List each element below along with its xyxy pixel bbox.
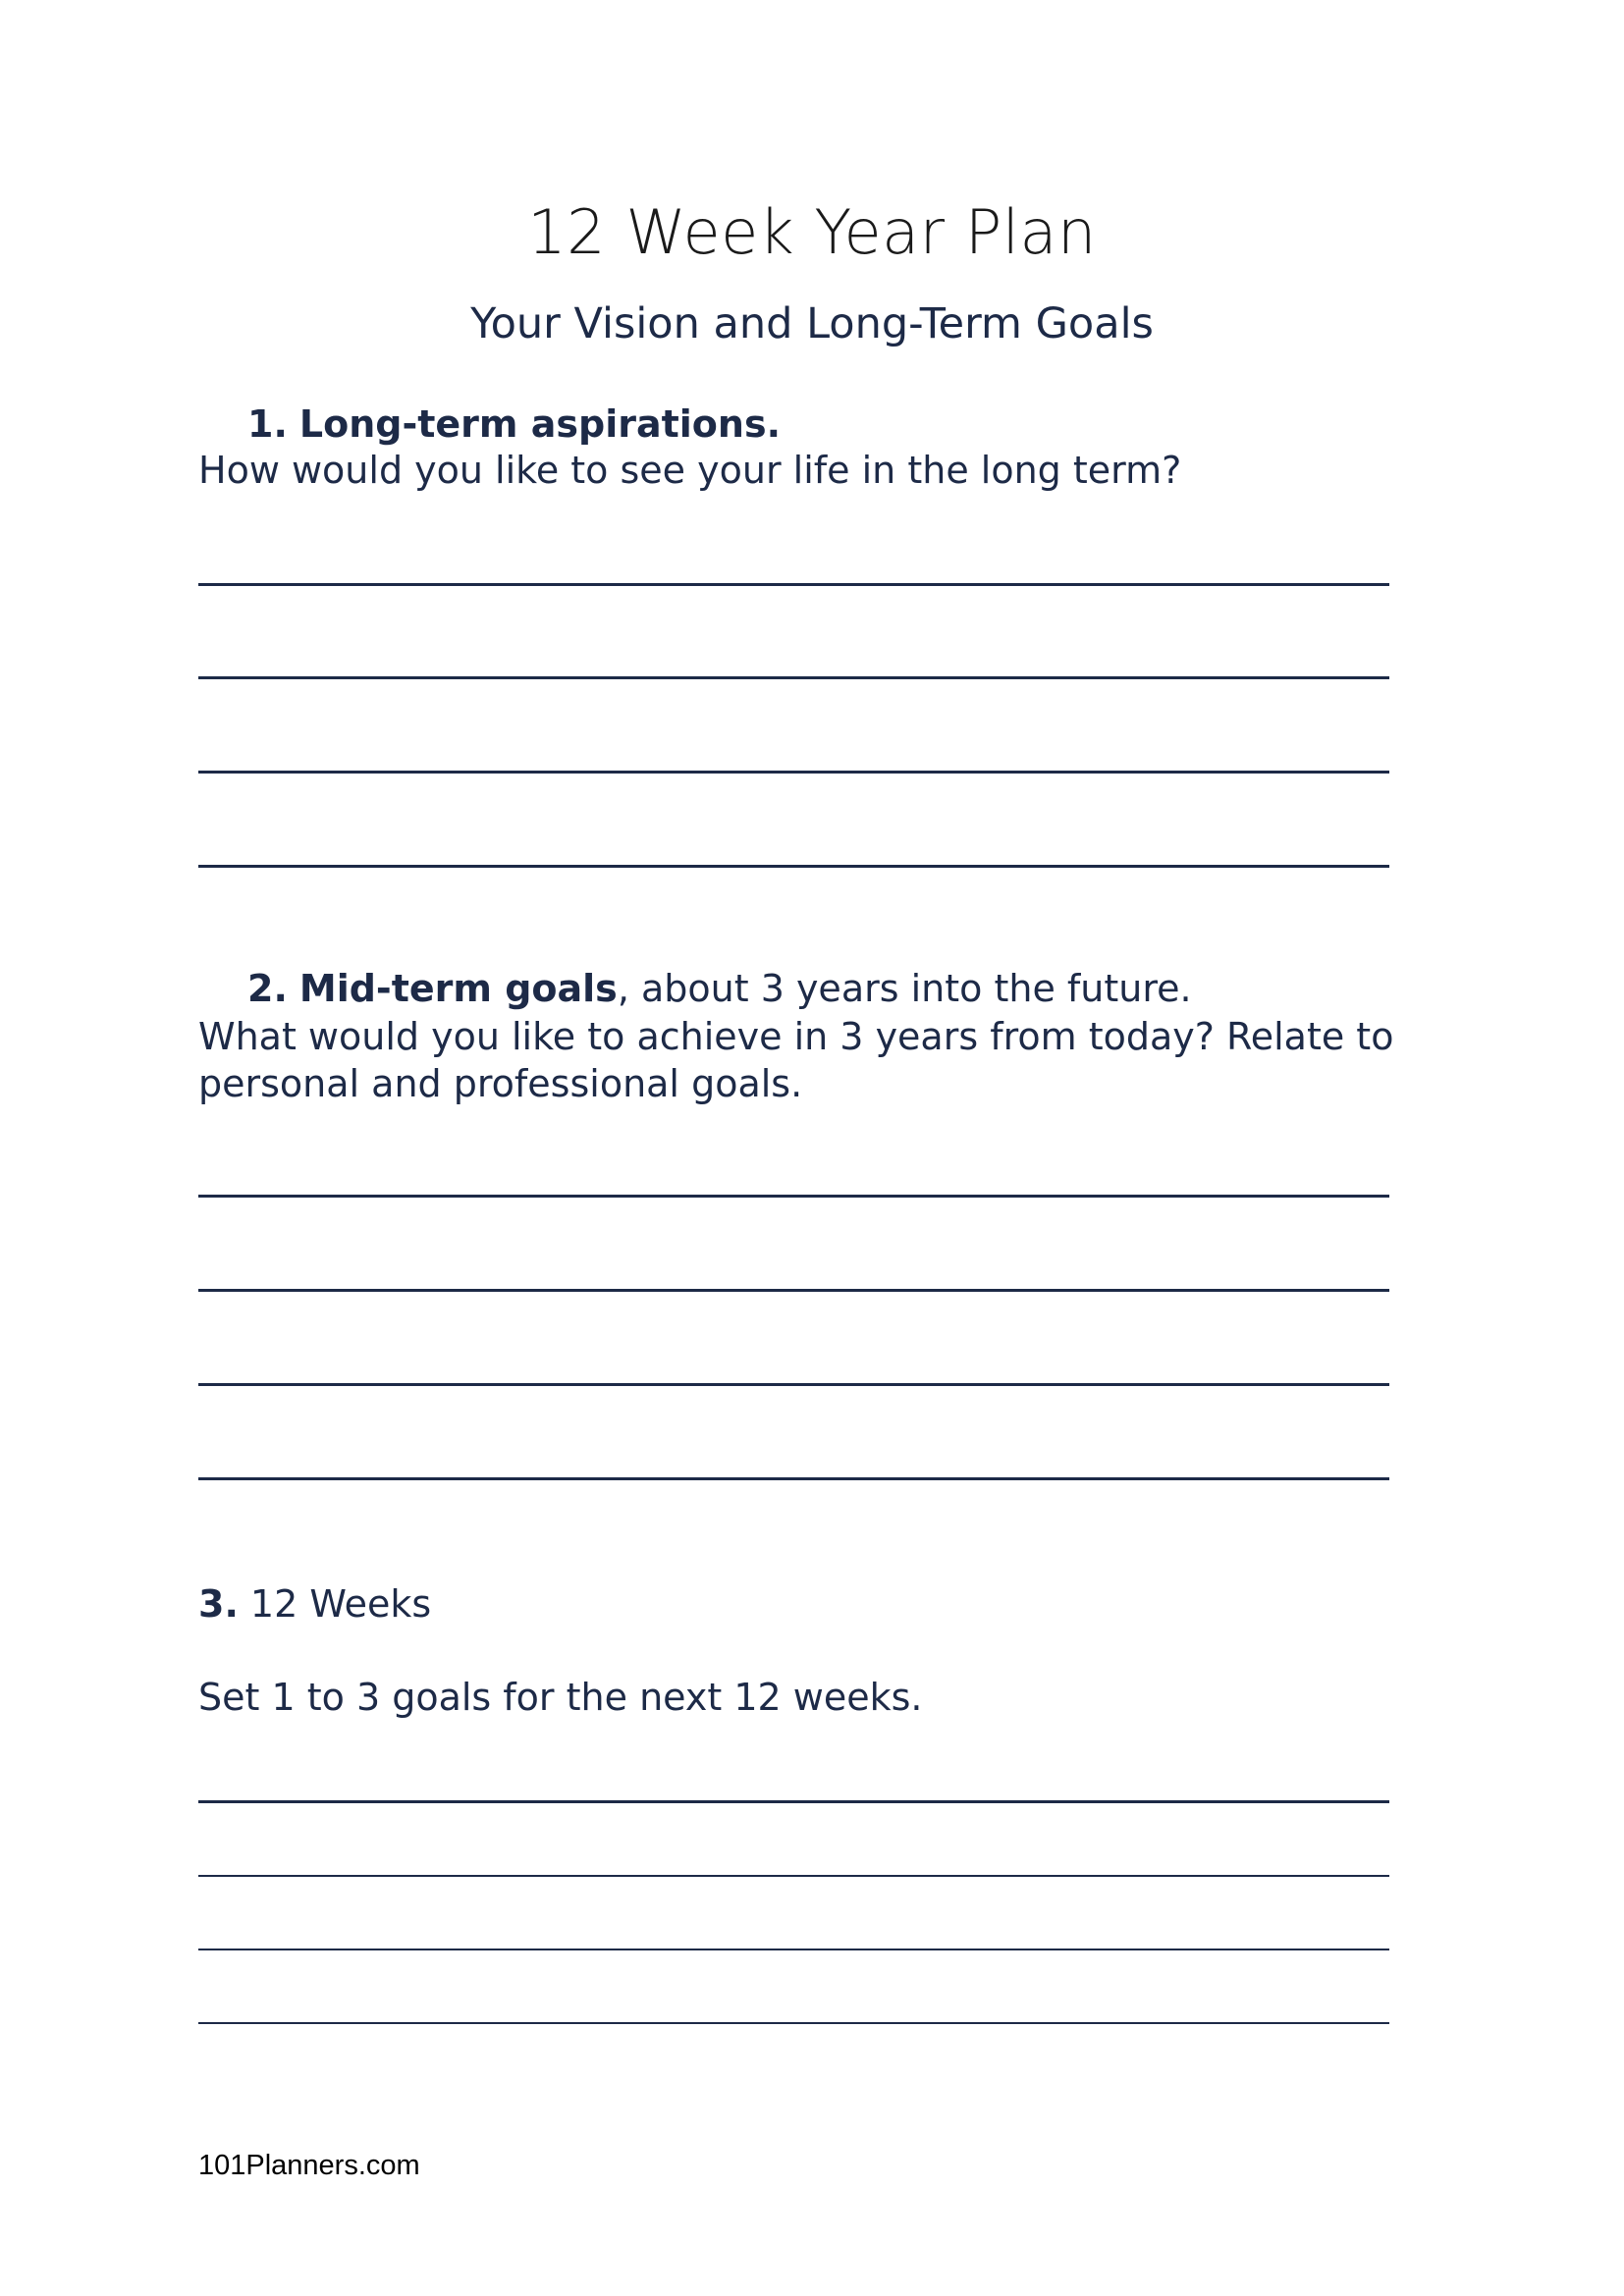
answer-line-2-4[interactable] — [198, 1477, 1389, 1480]
answer-line-2-1[interactable] — [198, 1195, 1389, 1198]
section-2-number: 2. — [247, 967, 288, 1010]
answer-line-3-1[interactable] — [198, 1800, 1389, 1803]
section-2-question-line-1: What would you like to achieve in 3 years from today? Relate to — [198, 1015, 1394, 1058]
page-subtitle: Your Vision and Long-Term Goals — [470, 299, 1154, 348]
answer-line-1-4[interactable] — [198, 865, 1389, 868]
footer-brand: 101Planners.com — [198, 2150, 420, 2181]
section-2-title-rest: , about 3 years into the future. — [617, 967, 1192, 1010]
section-1-title: Long-term aspirations. — [298, 402, 782, 446]
answer-line-1-3[interactable] — [198, 771, 1389, 774]
answer-line-3-3[interactable] — [198, 1949, 1389, 1950]
section-2-heading — [247, 967, 1192, 1010]
section-2-title: Mid-term goals — [298, 967, 618, 1010]
answer-line-3-2[interactable] — [198, 1875, 1389, 1877]
section-3-heading — [198, 1582, 431, 1626]
page-title: 12 Week Year Plan — [527, 196, 1097, 268]
section-2-question-line-2: personal and professional goals. — [198, 1062, 803, 1105]
section-1-number: 1. — [247, 402, 288, 446]
section-1-heading — [247, 402, 781, 446]
answer-line-1-1[interactable] — [198, 583, 1389, 586]
section-3-title: 12 Weeks — [249, 1582, 432, 1626]
section-3-instruction: Set 1 to 3 goals for the next 12 weeks. — [198, 1676, 923, 1719]
answer-line-1-2[interactable] — [198, 676, 1389, 679]
section-3-number: 3. — [198, 1582, 239, 1626]
answer-line-2-3[interactable] — [198, 1383, 1389, 1386]
answer-line-3-4[interactable] — [198, 2022, 1389, 2024]
answer-line-2-2[interactable] — [198, 1289, 1389, 1292]
section-1-question: How would you like to see your life in the long term? — [198, 449, 1182, 492]
